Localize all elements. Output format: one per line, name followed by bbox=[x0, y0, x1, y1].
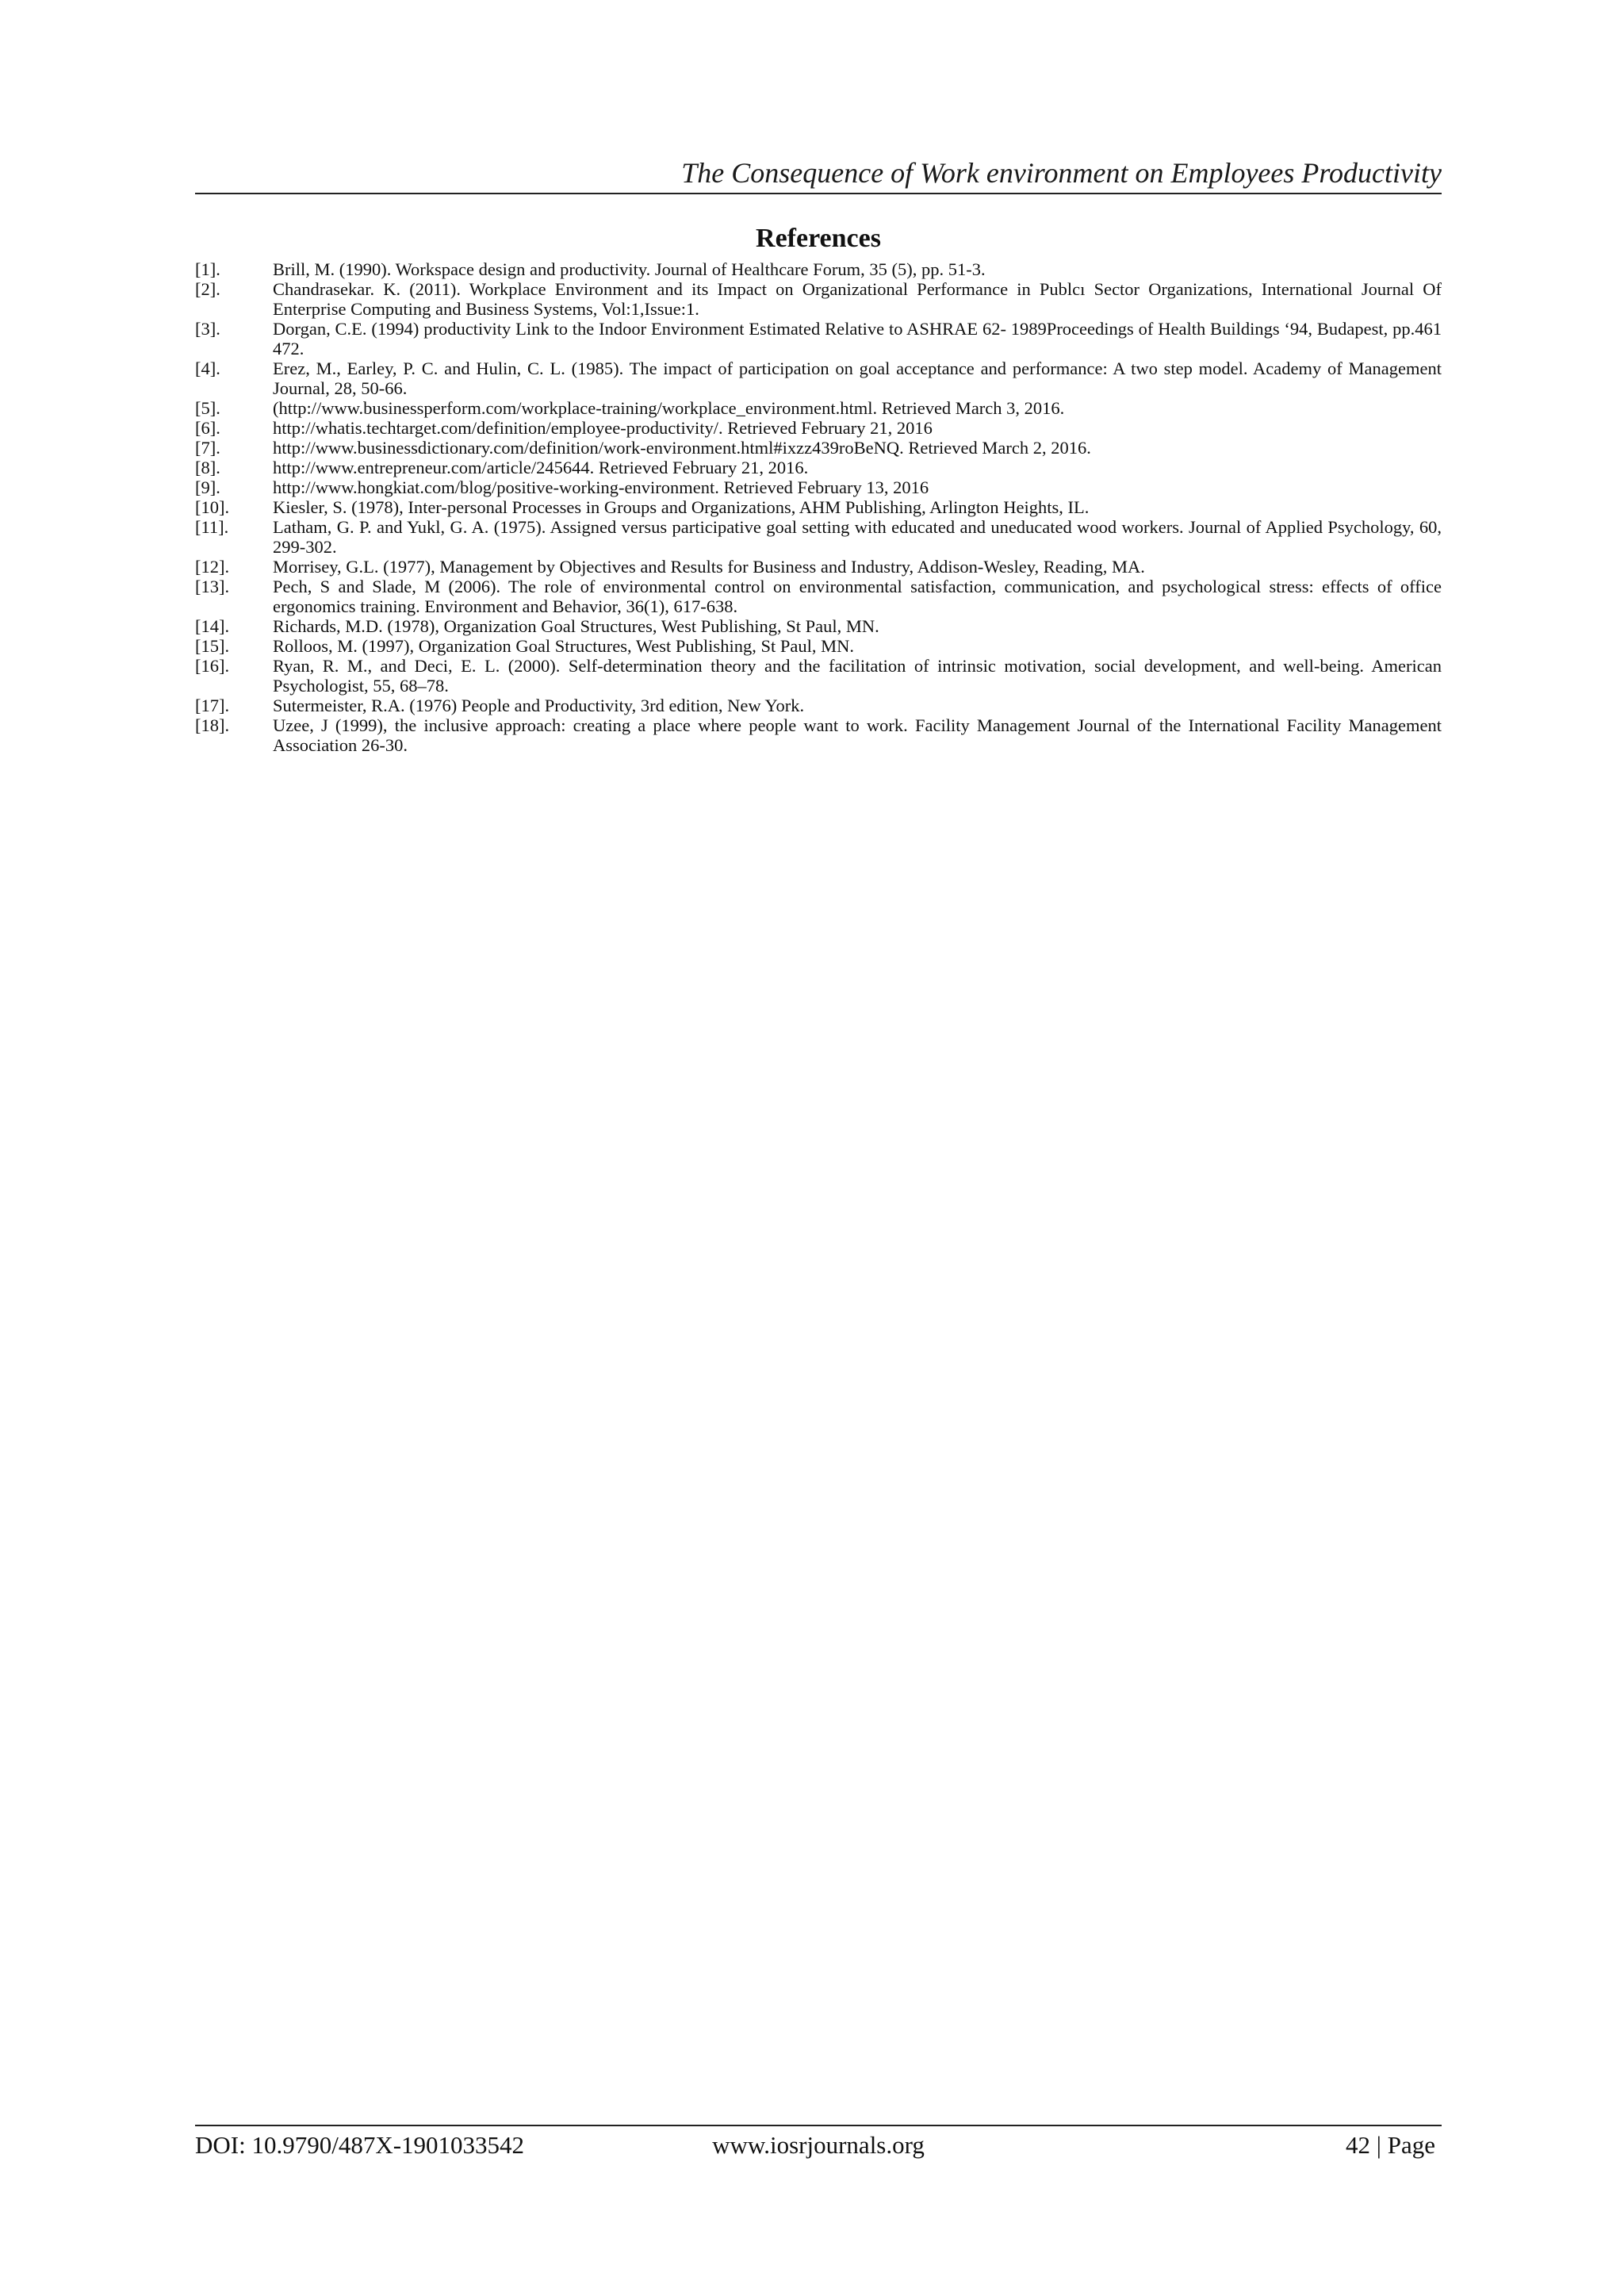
reference-number: [7]. bbox=[195, 438, 220, 458]
reference-item bbox=[195, 636, 1442, 656]
reference-number: [2]. bbox=[195, 279, 220, 299]
reference-text: Kiesler, S. (1978), Inter-personal Processes in Groups and Organizations, AHM Publishing, Arlington Heights, IL. bbox=[273, 497, 1090, 517]
reference-number: [17]. bbox=[195, 696, 230, 715]
reference-text: Latham, G. P. and Yukl, G. A. (1975). Assigned versus participative goal setting with educated and uneducated wood workers. Journal of Applied Psychology, 60, 299-302. bbox=[273, 517, 1442, 557]
reference-number: [6]. bbox=[195, 418, 220, 438]
reference-item bbox=[195, 477, 1442, 497]
footer-doi: DOI: 10.9790/487X-1901033542 bbox=[195, 2131, 525, 2159]
reference-number: [4]. bbox=[195, 358, 220, 378]
reference-text: Pech, S and Slade, M (2006). The role of environmental control on environmental satisfaction, communication, and psychological stress: effects of office ergonomics training. Environment and Behavior, 36(1), 617-638. bbox=[273, 577, 1442, 616]
reference-number: [15]. bbox=[195, 636, 230, 656]
reference-text: Dorgan, C.E. (1994) productivity Link to the Indoor Environment Estimated Relative to ASHRAE 62- 1989Proceedings of Health Buildings ‘94, Budapest, pp.461 472. bbox=[273, 319, 1442, 358]
references-heading: References bbox=[756, 224, 881, 253]
footer-divider bbox=[195, 2125, 1442, 2126]
reference-item bbox=[195, 438, 1442, 458]
reference-item bbox=[195, 656, 1442, 696]
reference-item bbox=[195, 398, 1442, 418]
reference-text: Uzee, J (1999), the inclusive approach: creating a place where people want to work. Facility Management Journal of the International Facility Management Association 26-30. bbox=[273, 715, 1442, 755]
reference-text: http://whatis.techtarget.com/definition/employee-productivity/. Retrieved February 21, 2016 bbox=[273, 418, 933, 438]
reference-number: [3]. bbox=[195, 319, 220, 339]
header-divider bbox=[195, 193, 1442, 194]
reference-item bbox=[195, 358, 1442, 398]
reference-number: [1]. bbox=[195, 259, 220, 279]
reference-item bbox=[195, 517, 1442, 557]
reference-number: [14]. bbox=[195, 616, 230, 636]
reference-item bbox=[195, 458, 1442, 477]
references-list bbox=[195, 259, 1442, 755]
reference-item bbox=[195, 715, 1442, 755]
running-header: The Consequence of Work environment on Employees Productivity bbox=[681, 157, 1442, 189]
reference-text: http://www.hongkiat.com/blog/positive-working-environment. Retrieved February 13, 2016 bbox=[273, 477, 929, 497]
reference-text: Morrisey, G.L. (1977), Management by Objectives and Results for Business and Industry, Addison-Wesley, Reading, MA. bbox=[273, 557, 1145, 577]
reference-item bbox=[195, 696, 1442, 715]
reference-number: [11]. bbox=[195, 517, 229, 537]
reference-number: [10]. bbox=[195, 497, 230, 517]
footer-website: www.iosrjournals.org bbox=[712, 2131, 925, 2159]
reference-number: [18]. bbox=[195, 715, 230, 735]
reference-text: Ryan, R. M., and Deci, E. L. (2000). Self-determination theory and the facilitation of intrinsic motivation, social development, and well-being. American Psychologist, 55, 68–78. bbox=[273, 656, 1442, 696]
reference-text: Chandrasekar. K. (2011). Workplace Environment and its Impact on Organizational Performance in Publcı Sector Organizations, International Journal Of Enterprise Computing and Business Systems, Vol:1,Issue:1. bbox=[273, 279, 1442, 319]
reference-number: [8]. bbox=[195, 458, 220, 477]
reference-text: Erez, M., Earley, P. C. and Hulin, C. L. (1985). The impact of participation on goal acceptance and performance: A two step model. Academy of Management Journal, 28, 50-66. bbox=[273, 358, 1442, 398]
reference-item bbox=[195, 577, 1442, 616]
reference-item bbox=[195, 557, 1442, 577]
reference-text: Richards, M.D. (1978), Organization Goal Structures, West Publishing, St Paul, MN. bbox=[273, 616, 879, 636]
reference-number: [12]. bbox=[195, 557, 230, 577]
reference-item bbox=[195, 279, 1442, 319]
reference-item bbox=[195, 259, 1442, 279]
reference-text: Rolloos, M. (1997), Organization Goal Structures, West Publishing, St Paul, MN. bbox=[273, 636, 854, 656]
reference-text: http://www.businessdictionary.com/definition/work-environment.html#ixzz439roBeNQ. Retrieved March 2, 2016. bbox=[273, 438, 1091, 458]
reference-number: [5]. bbox=[195, 398, 220, 418]
footer-page-number: 42 | Page bbox=[1346, 2131, 1435, 2159]
reference-item bbox=[195, 319, 1442, 358]
reference-number: [13]. bbox=[195, 577, 230, 596]
reference-item bbox=[195, 616, 1442, 636]
reference-number: [16]. bbox=[195, 656, 230, 676]
reference-text: Brill, M. (1990). Workspace design and productivity. Journal of Healthcare Forum, 35 (5), pp. 51-3. bbox=[273, 259, 986, 279]
reference-text: (http://www.businessperform.com/workplace-training/workplace_environment.html. Retrieved March 3, 2016. bbox=[273, 398, 1065, 418]
page-footer bbox=[195, 2128, 1442, 2163]
reference-item bbox=[195, 418, 1442, 438]
reference-text: http://www.entrepreneur.com/article/245644. Retrieved February 21, 2016. bbox=[273, 458, 809, 477]
reference-text: Sutermeister, R.A. (1976) People and Productivity, 3rd edition, New York. bbox=[273, 696, 805, 715]
reference-number: [9]. bbox=[195, 477, 220, 497]
reference-item bbox=[195, 497, 1442, 517]
